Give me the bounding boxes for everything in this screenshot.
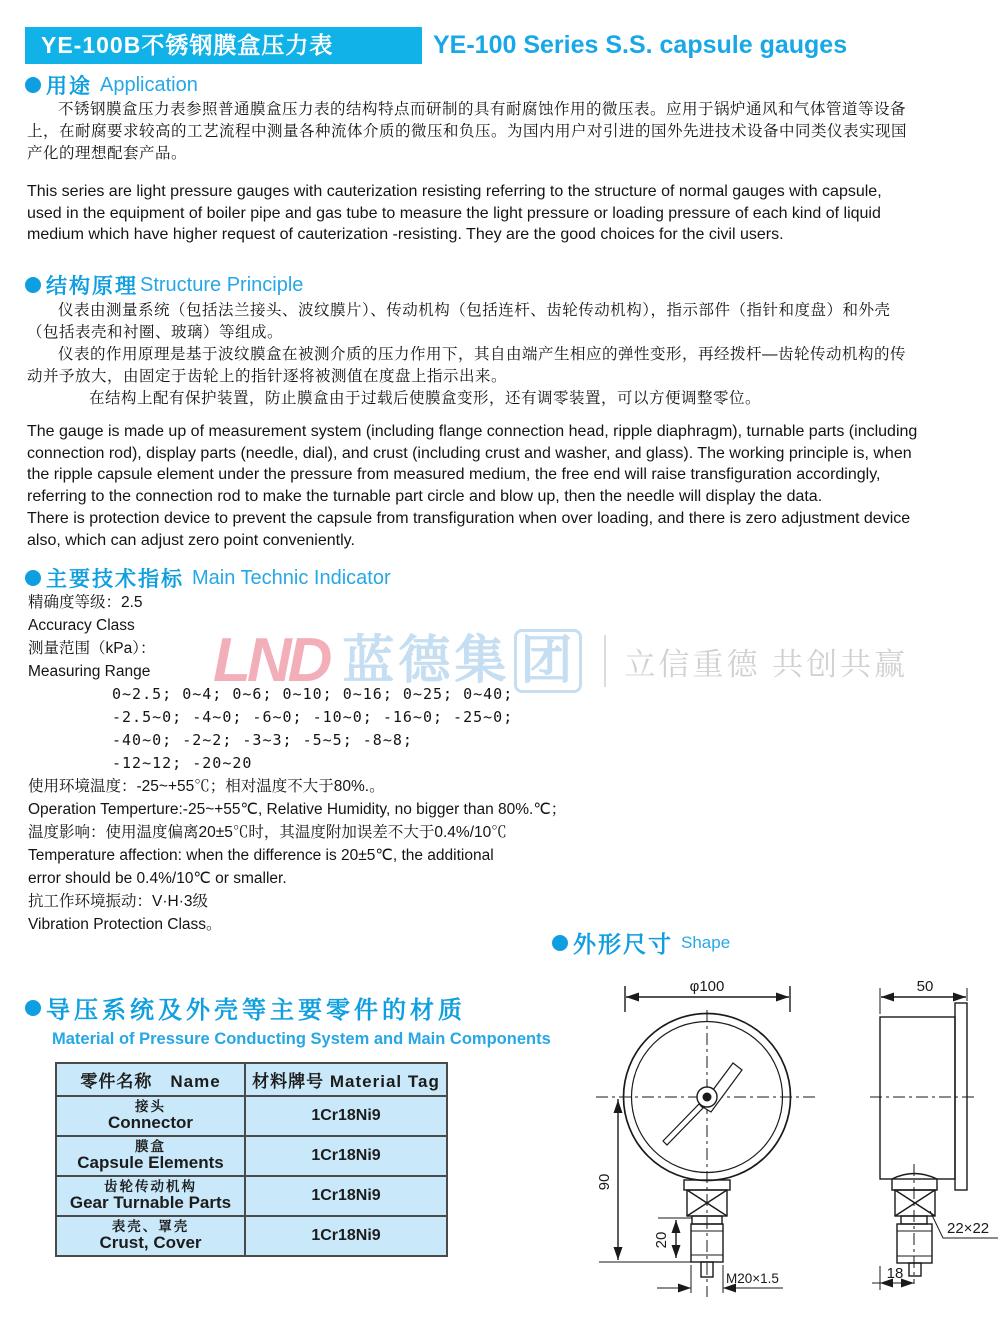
side-square-label: 22×22 <box>947 1220 990 1237</box>
front-stem-label: 20 <box>653 1231 670 1249</box>
table-row <box>56 1096 447 1136</box>
structure-text-en-1: The gauge is made up of measurement system (including flange connection head, ripple diaphragm), turnable parts (including connection rod), display parts (needle, dial), and crust (including crust and washer, and glass). The working principle is, when the ripple capsule element under the pressure from measured medium, the free end will raise transfiguration accordingly, referring to the connection rod to make the turnable part circle and blow up, then the needle will display the data. <box>27 423 918 506</box>
section-title-en: Shape <box>681 932 731 952</box>
bullet-icon <box>25 277 41 293</box>
spec-range-label-en: Measuring Range <box>28 663 151 680</box>
section-heading-indicator <box>25 563 391 593</box>
spec-range-values-3: -40~0; -2~2; -3~3; -5~5; -8~8; <box>112 731 413 749</box>
front-view <box>596 986 818 1297</box>
spec-range-values-2: -2.5~0; -4~0; -6~0; -10~0; -16~0; -25~0; <box>112 708 514 726</box>
material-tag-cell: 1Cr18Ni9 <box>245 1176 447 1216</box>
structure-text-cn-2: 仪表的作用原理是基于波纹膜盒在被测介质的压力作用下，其自由端产生相应的弹性变形，再经拨杆—齿轮传动机构的传动并予放大，由固定于齿轮上的指针逐将被测值在度盘上指示出来。 <box>27 346 907 385</box>
bullet-icon <box>25 77 41 93</box>
drawing-labels <box>596 978 989 1286</box>
material-tag-cell: 1Cr18Ni9 <box>245 1136 447 1176</box>
dimension-drawing <box>555 975 1000 1318</box>
part-name-cell <box>56 1096 245 1136</box>
table-row <box>56 1136 447 1176</box>
material-tag-cell: 1Cr18Ni9 <box>245 1096 447 1136</box>
section-title-en: Main Technic Indicator <box>192 566 391 589</box>
section-title-cn: 用途 <box>46 75 92 98</box>
spec-range-values-1: 0~2.5; 0~4; 0~6; 0~10; 0~16; 0~25; 0~40; <box>112 685 514 703</box>
watermark-company-boxed-char: 团 <box>514 629 582 693</box>
watermark-slogan: 立信重德 共创共赢 <box>624 646 909 682</box>
part-name-en: Capsule Elements <box>77 1153 224 1173</box>
structure-paragraphs-en <box>27 421 920 551</box>
spec-temp-affection-en-2: error should be 0.4%/10℃ or smaller. <box>28 870 287 887</box>
table-row <box>56 1216 447 1256</box>
structure-text-en-2: There is protection device to prevent the capsule from transfiguration when over loading, and there is zero adjustment device also, which can adjust zero point conveniently. <box>27 509 911 549</box>
spec-accuracy-cn: 精确度等级：2.5 <box>28 594 143 611</box>
part-name-cell <box>56 1176 245 1216</box>
part-name-en: Connector <box>108 1113 193 1133</box>
application-text-en: This series are light pressure gauges with cauterization resisting referring to the structure of normal gauges with capsule, used in the equipment of boiler pipe and gas tube to measure the light pressure or loading pressure of each kind of liquid medium which have higher request of cauterization -resisting. They are the good choices for the civil users. <box>27 183 882 244</box>
part-name-cn: 膜盒 <box>135 1138 166 1154</box>
front-diameter-label: φ100 <box>689 978 725 995</box>
spec-temp-affection-cn: 温度影响：使用温度偏离20±5℃时，其温度附加误差不大于0.4%/10℃ <box>28 824 507 841</box>
section-title-en: Structure Principle <box>140 273 304 296</box>
table-header-row <box>56 1063 447 1096</box>
side-view <box>870 988 998 1290</box>
material-tag-cell: 1Cr18Ni9 <box>245 1216 447 1256</box>
bullet-icon <box>25 1000 41 1016</box>
bullet-icon <box>552 935 568 951</box>
section-title-en: Application <box>100 73 198 96</box>
part-name-en: Crust, Cover <box>99 1233 202 1253</box>
section-title-cn: 外形尺寸 <box>573 931 673 957</box>
spec-accuracy-en: Accuracy Class <box>28 617 135 634</box>
section-heading-structure <box>25 270 303 300</box>
spec-range-label-cn: 测量范围（kPa）： <box>28 640 156 657</box>
watermark-company-text: 蓝德集 <box>342 632 511 690</box>
gauge-drawing-svg <box>555 975 1000 1318</box>
needle-tail <box>663 1104 703 1145</box>
part-name-cn: 接头 <box>135 1098 166 1114</box>
section-title-cn: 结构原理 <box>46 275 138 298</box>
spec-range-values-4: -12~12; -20~20 <box>112 754 253 772</box>
section-heading-materials <box>25 990 466 1025</box>
side-width-label: 50 <box>916 978 934 995</box>
materials-subtitle-en: Material of Pressure Conducting System and Main Components <box>52 1030 551 1048</box>
application-text-cn: 不锈钢膜盒压力表参照普通膜盒压力表的结构特点而研制的具有耐腐蚀作用的微压表。应用于锅炉通风和气体管道等设备上，在耐腐要求较高的工艺流程中测量各种流体介质的微压和负压。为国内用户对引进的国外先进技术设备中同类仪表实现国产化的理想配套产品。 <box>27 101 908 162</box>
table-row <box>56 1176 447 1216</box>
part-name-en: Gear Turnable Parts <box>69 1193 232 1213</box>
section-title-cn: 主要技术指标 <box>46 568 184 591</box>
structure-paragraphs-cn <box>27 300 920 410</box>
part-name-cn: 齿轮传动机构 <box>104 1178 197 1194</box>
part-name-cell <box>56 1216 245 1256</box>
section-title-cn: 导压系统及外壳等主要零件的材质 <box>46 997 466 1024</box>
spec-temp-affection-en-1: Temperature affection: when the difference is 20±5℃, the additional <box>28 847 494 864</box>
spec-operation-temp-cn: 使用环境温度：-25~+55℃；相对温度不大于80%.。 <box>28 778 385 795</box>
structure-text-cn-3: 在结构上配有保护装置，防止膜盒由于过载后使膜盒变形，还有调零装置，可以方便调整零位。 <box>89 390 762 407</box>
part-name-cn: 表壳、罩壳 <box>111 1218 190 1234</box>
indicator-spec-block <box>28 591 928 936</box>
table-header-tag: 材料牌号 Material Tag <box>245 1063 447 1096</box>
lnd-logo: LND <box>213 626 329 695</box>
front-height-label: 90 <box>596 1173 613 1191</box>
application-paragraph-en <box>27 181 920 246</box>
table-header-name: 零件名称 Name <box>56 1063 245 1096</box>
spec-vibration-en: Vibration Protection Class。 <box>28 916 222 933</box>
side-offset-label: 18 <box>886 1265 904 1282</box>
page-title-english: YE-100 Series S.S. capsule gauges <box>433 31 848 59</box>
page-title: YE-100B不锈钢膜盒压力表 <box>25 27 422 64</box>
front-thread-label: M20×1.5 <box>726 1271 779 1286</box>
spec-vibration-cn: 抗工作环境振动：V·H·3级 <box>28 893 208 910</box>
application-paragraph-cn <box>27 99 920 165</box>
spec-operation-temp-en: Operation Temperture:-25~+55℃, Relative Humidity, no bigger than 80%.℃； <box>28 801 567 818</box>
part-name-cell <box>56 1136 245 1176</box>
bullet-icon <box>25 570 41 586</box>
materials-table <box>55 1062 448 1257</box>
structure-text-cn-1: 仪表由测量系统（包括法兰接头、波纹膜片）、传动机构（包括连杆、齿轮传动机构），指示部件（指针和度盘）和外壳（包括表壳和衬圈、玻璃）等组成。 <box>27 302 891 341</box>
section-heading-application <box>25 70 198 100</box>
